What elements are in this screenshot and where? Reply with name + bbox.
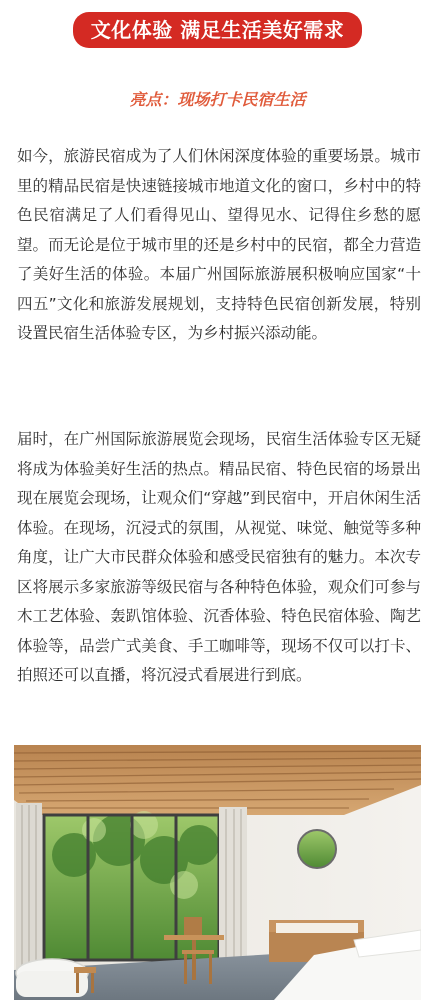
homestay-room-illustration <box>14 745 421 1000</box>
section-banner-title: 文化体验 满足生活美好需求 <box>73 12 362 48</box>
article-paragraph-2: 届时，在广州国际旅游展览会现场，民宿生活体验专区无疑将成为体验美好生活的热点。精品民宿、特色民宿的场景出现在展览会现场，让观众们“穿越”到民宿中，开启休闲生活体验。在现场，沉浸式的氛围，从视觉、味觉、触觉等多种角度，让广大市民群众体验和感受民宿独有的魅力。本次专区将展示多家旅游等级民宿与各种特色体验，观众们可参与木工艺体验、轰趴馆体验、沉香体验、特色民宿体验、陶艺体验等，品尝广式美食、手工咖啡等，现场不仅可以打卡、拍照还可以直播，将沉浸式看展进行到底。 <box>17 430 421 684</box>
highlight-subheading: 亮点：现场打卡民宿生活 <box>129 90 306 109</box>
article-paragraph-1: 如今，旅游民宿成为了人们休闲深度体验的重要场景。城市里的精品民宿是快速链接城市地道文化的窗口，乡村中的特色民宿满足了人们看得见山、望得见水、记得住乡愁的愿望。而无论是位于城市里的还是乡村中的民宿，都全力营造了美好生活的体验。本届广州国际旅游展积极响应国家“十四五”文化和旅游发展规划，支持特色民宿创新发展，特别设置民宿生活体验专区，为乡村振兴添动能。 <box>17 147 421 342</box>
banner-container <box>0 12 435 48</box>
homestay-room-photo <box>14 745 421 1000</box>
